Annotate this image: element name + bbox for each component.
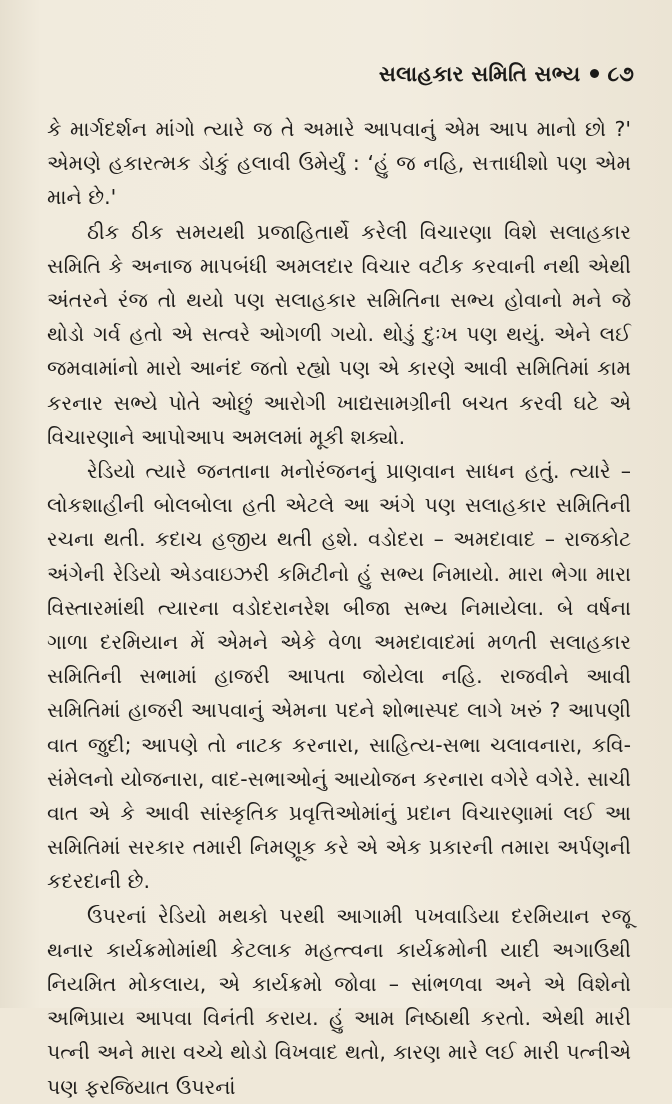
running-header: [379, 62, 634, 87]
page-number: ૮૭: [607, 62, 634, 86]
paragraph: ઉપરનાં રેડિયો મથકો પરથી આગામી પખવાડિયા દરમિયાન રજૂ થનાર કાર્યક્રમોમાંથી કેટલાક મહત્ત્વના કાર્યક્રમોની યાદી અગાઉથી નિયમિત મોકલાય, એ કાર્યક્રમો જોવા – સાંભળવા અને એ વિશેનો અભિપ્રાય આપવા વિનંતી કરાય. હું આમ નિષ્ઠાથી કરતો. એથી મારી પત્ની અને મારા વચ્ચે થોડો વિખવાદ થતો, કારણ મારે લઈ મારી પત્નીએ પણ ફરજિયાત ઉપરનાં: [47, 903, 631, 1099]
paragraph-continued: કે માર્ગદર્શન માંગો ત્યારે જ તે અમારે આપવાનું એમ આપ માનો છો ?' એમણે હકારત્મક ડોકું હલાવી ઉમેર્યું : ‘હું જ નહિ, સત્તાધીશો પણ એમ માને છે.': [47, 117, 631, 210]
body-text: [47, 112, 631, 1104]
paragraph: ઠીક ઠીક સમયથી પ્રજાહિતાર્થે કરેલી વિચારણા વિશે સલાહકાર સમિતિ કે અનાજ માપબંધી અમલદાર વિચાર વટીક કરવાની નથી એથી અંતરને રંજ તો થયો પણ સલાહકાર સમિતિના સભ્ય હોવાનો મને જે થોડો ગર્વ હતો એ સત્વરે ઓગળી ગયો. થોડું દુઃખ પણ થયું. એને લઈ જમવામાંનો મારો આનંદ જતો રહ્યો પણ એ કારણે આવી સમિતિમાં કામ કરનાર સભ્યે પોતે ઓછું આરોગી ખાદ્યસામગ્રીની બચત કરવી ઘટે એ વિચારણાને આપોઆપ અમલમાં મૂકી શક્યો.: [47, 219, 631, 449]
bullet-separator: [590, 69, 599, 78]
running-title: સલાહકાર સમિતિ સભ્ય: [378, 62, 581, 86]
paragraph: રેડિયો ત્યારે જનતાના મનોરંજનનું પ્રાણવાન સાધન હતું. ત્યારે – લોકશાહીની બોલબોલા હતી એટલે આ અંગે પણ સલાહકાર સમિતિની રચના થતી. કદાચ હજીય થતી હશે. વડોદરા – અમદાવાદ – રાજકોટ અંગેની રેડિયો એડવાઇઝરી કમિટીનો હું સભ્ય નિમાયો. મારા ભેગા મારા વિસ્તારમાંથી ત્યારના વડોદરાનરેશ બીજા સભ્ય નિમાયેલા. બે વર્ષના ગાળા દરમિયાન મેં એમને એકે વેળા અમદાવાદમાં મળતી સલાહકાર સમિતિની સભામાં હાજરી આપતા જોયેલા નહિ. રાજવીને આવી સમિતિમાં હાજરી આપવાનું એમના પદને શોભાસ્પદ લાગે ખરું ? આપણી વાત જુદી; આપણે તો નાટક કરનારા, સાહિત્ય-સભા ચલાવનારા, કવિ-સંમેલનો યોજનારા, વાદ-સભાઓનું આયોજન કરનારા વગેરે વગેરે. સાચી વાત એ કે આવી સાંસ્કૃતિક પ્રવૃત્તિઓમાંનું પ્રદાન વિચારણામાં લઈ આ સમિતિમાં સરકાર તમારી નિમણૂક કરે એ એક પ્રકારની તમારા અર્પણની કદરદાની છે.: [47, 459, 631, 894]
